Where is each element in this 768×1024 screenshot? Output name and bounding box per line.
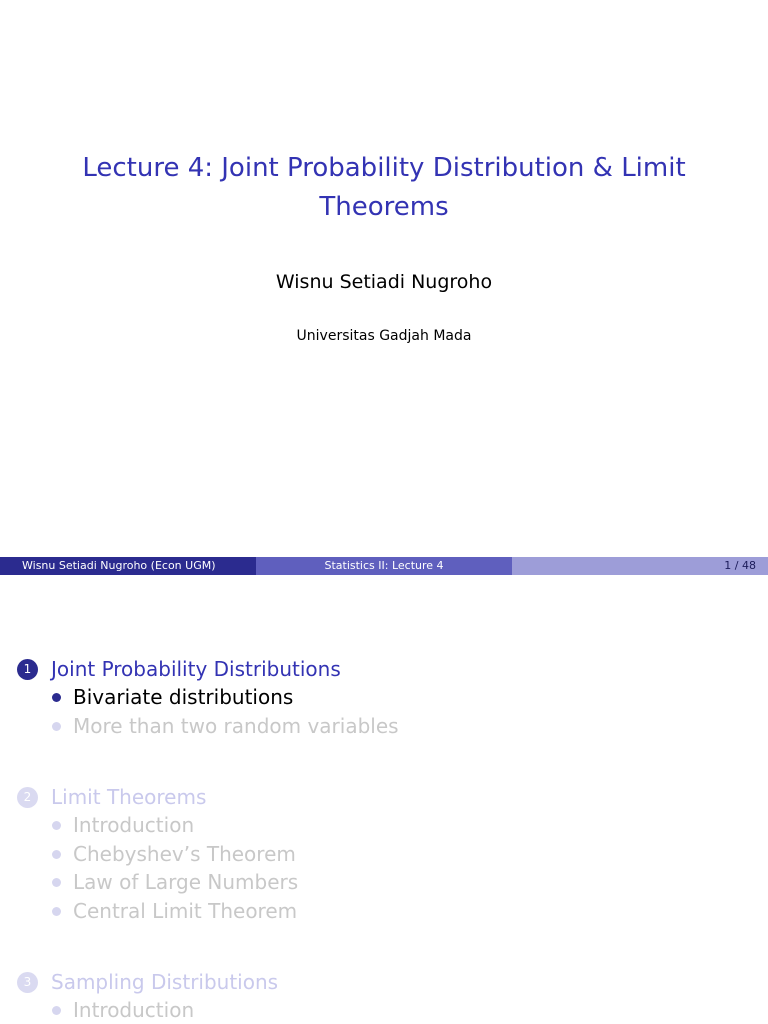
outline-subsection-central-limit[interactable]	[52, 899, 297, 923]
bullet-icon	[52, 878, 61, 887]
subsection-label: Bivariate distributions	[73, 685, 294, 709]
section-label: Joint Probability Distributions	[51, 657, 341, 681]
subsection-label: More than two random variables	[73, 714, 399, 738]
subsection-label: Introduction	[73, 813, 195, 837]
footer-page-number: 1 / 48	[512, 557, 768, 575]
outline-subsection-introduction[interactable]	[52, 813, 194, 837]
bullet-icon	[52, 722, 61, 731]
slide-footer	[0, 557, 768, 575]
bullet-icon	[52, 1006, 61, 1015]
bullet-icon	[52, 693, 61, 702]
outline-section-1[interactable]	[17, 657, 341, 681]
section-number-badge: 3	[17, 972, 38, 993]
outline-section-2[interactable]	[17, 785, 206, 809]
outline-section-3[interactable]	[17, 970, 278, 994]
section-number-badge: 2	[17, 787, 38, 808]
institute-name: Universitas Gadjah Mada	[296, 328, 472, 344]
section-label: Limit Theorems	[51, 785, 207, 809]
outline-subsection-chebyshev[interactable]	[52, 842, 296, 866]
subsection-label: Introduction	[73, 998, 195, 1022]
section-number-badge: 1	[17, 659, 38, 680]
title-line-2: Theorems	[319, 192, 449, 222]
footer-short-title: Statistics II: Lecture 4	[256, 557, 512, 575]
title-line-1: Lecture 4: Joint Probability Distribution & Limit	[82, 153, 686, 183]
subsection-label: Central Limit Theorem	[73, 899, 298, 923]
outline-subsection-sampling-introduction[interactable]	[52, 998, 194, 1022]
bullet-icon	[52, 907, 61, 916]
bullet-icon	[52, 850, 61, 859]
slide-title	[40, 149, 728, 227]
bullet-icon	[52, 821, 61, 830]
author-name: Wisnu Setiadi Nugroho	[275, 271, 493, 293]
outline-slide	[0, 576, 768, 1024]
footer-author: Wisnu Setiadi Nugroho (Econ UGM)	[0, 557, 256, 575]
section-label: Sampling Distributions	[51, 970, 279, 994]
subsection-label: Law of Large Numbers	[73, 870, 299, 894]
outline-subsection-bivariate[interactable]	[52, 685, 293, 709]
outline-subsection-law-of-large-numbers[interactable]	[52, 870, 298, 894]
outline-subsection-more-than-two[interactable]	[52, 714, 399, 738]
subsection-label: Chebyshev’s Theorem	[73, 842, 296, 866]
